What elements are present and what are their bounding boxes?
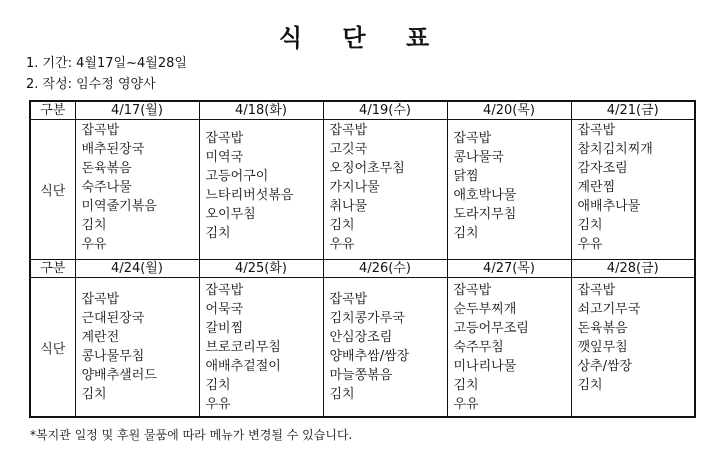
period-line: 1. 기간: 4월17일~4월28일	[26, 56, 187, 71]
menu-item: 상추/쌈장	[577, 359, 633, 374]
menu-list	[448, 278, 571, 414]
menu-item: 고등어무조림	[453, 321, 529, 336]
date-cell: 4/27(목)	[447, 260, 571, 278]
menu-item: 어묵국	[205, 302, 244, 317]
menu-list	[572, 278, 695, 395]
meal-plan-table	[29, 100, 696, 418]
week1-menu-row	[30, 120, 695, 260]
menu-item: 김치	[81, 387, 107, 402]
menu-cell	[199, 278, 323, 418]
menu-item: 잡곡밥	[81, 292, 120, 307]
menu-list	[324, 278, 447, 404]
menu-item: 숙주나물	[81, 180, 132, 195]
menu-item: 참치김치찌개	[577, 142, 653, 157]
menu-item: 콩나물국	[453, 150, 504, 165]
menu-item: 숙주무침	[453, 340, 504, 355]
menu-item: 김치	[329, 218, 355, 233]
menu-item: 우유	[453, 397, 479, 412]
menu-item: 안심장조림	[329, 330, 393, 345]
menu-item: 고깃국	[329, 142, 368, 157]
menu-list	[76, 278, 199, 404]
menu-item: 잡곡밥	[577, 283, 616, 298]
date-cell: 4/28(금)	[571, 260, 695, 278]
menu-item: 김치	[205, 226, 231, 241]
menu-item: 근대된장국	[81, 311, 145, 326]
menu-item: 오이무침	[205, 207, 256, 222]
footnote: *복지관 일정 및 후원 물품에 따라 메뉴가 변경될 수 있습니다.	[30, 428, 353, 442]
menu-item: 우유	[205, 397, 231, 412]
menu-item: 잡곡밥	[329, 123, 368, 138]
menu-item: 양배추쌈/쌈장	[329, 349, 410, 364]
menu-item: 콩나물무침	[81, 349, 145, 364]
menu-item: 미역줄기볶음	[81, 199, 157, 214]
menu-list	[76, 120, 199, 254]
date-cell: 4/17(월)	[75, 101, 199, 120]
menu-item: 돈육볶음	[81, 161, 132, 176]
menu-cell	[447, 278, 571, 418]
menu-item: 닭찜	[453, 169, 479, 184]
header-label: 구분	[30, 101, 75, 120]
menu-item: 애배추겉절이	[205, 359, 281, 374]
menu-cell	[447, 120, 571, 260]
page-title: 식 단 표	[278, 24, 446, 52]
menu-list	[200, 278, 323, 414]
menu-item: 우유	[81, 237, 107, 252]
menu-item: 미나리나물	[453, 359, 517, 374]
date-cell: 4/21(금)	[571, 101, 695, 120]
menu-cell	[199, 120, 323, 260]
date-cell: 4/24(월)	[75, 260, 199, 278]
author-line: 2. 작성: 임수정 영양사	[26, 77, 156, 92]
menu-item: 느타리버섯볶음	[205, 188, 294, 203]
menu-cell	[571, 278, 695, 418]
menu-item: 애배추나물	[577, 199, 641, 214]
menu-item: 잡곡밥	[205, 283, 244, 298]
menu-item: 배추된장국	[81, 142, 145, 157]
menu-item: 잡곡밥	[329, 292, 368, 307]
menu-item: 애호박나물	[453, 188, 517, 203]
menu-cell	[571, 120, 695, 260]
menu-item: 취나물	[329, 199, 368, 214]
menu-item: 마늘쫑볶음	[329, 368, 393, 383]
menu-item: 계란전	[81, 330, 120, 345]
menu-list	[448, 120, 571, 243]
menu-item: 잡곡밥	[577, 123, 616, 138]
menu-item: 깻잎무침	[577, 340, 628, 355]
menu-item: 가지나물	[329, 180, 380, 195]
menu-item: 김치콩가루국	[329, 311, 405, 326]
menu-cell	[323, 120, 447, 260]
menu-item: 잡곡밥	[453, 283, 492, 298]
menu-item: 오징어초무침	[329, 161, 405, 176]
week2-menu-row	[30, 278, 695, 418]
menu-item: 김치	[577, 218, 603, 233]
menu-list	[200, 120, 323, 243]
menu-item: 돈육볶음	[577, 321, 628, 336]
menu-item: 우유	[577, 237, 603, 252]
menu-item: 김치	[205, 378, 231, 393]
menu-cell	[75, 120, 199, 260]
menu-item: 감자조림	[577, 161, 628, 176]
menu-item: 고등어구이	[205, 169, 269, 184]
menu-item: 쇠고기무국	[577, 302, 641, 317]
header-label: 구분	[30, 260, 75, 278]
menu-item: 도라지무침	[453, 207, 517, 222]
date-cell: 4/19(수)	[323, 101, 447, 120]
week1-header-row	[30, 101, 695, 120]
menu-item: 순두부찌개	[453, 302, 517, 317]
menu-list	[324, 120, 447, 254]
menu-item: 브로코리무침	[205, 340, 281, 355]
menu-item: 잡곡밥	[205, 131, 244, 146]
menu-item: 우유	[329, 237, 355, 252]
menu-cell	[75, 278, 199, 418]
date-cell: 4/26(수)	[323, 260, 447, 278]
date-cell: 4/25(화)	[199, 260, 323, 278]
menu-item: 김치	[453, 378, 479, 393]
menu-list	[572, 120, 695, 254]
menu-item: 잡곡밥	[81, 123, 120, 138]
date-cell: 4/18(화)	[199, 101, 323, 120]
menu-item: 김치	[329, 387, 355, 402]
row-label: 식단	[30, 120, 75, 260]
menu-item: 잡곡밥	[453, 131, 492, 146]
menu-item: 김치	[577, 378, 603, 393]
menu-item: 계란찜	[577, 180, 616, 195]
week2-header-row	[30, 260, 695, 278]
menu-item: 갈비찜	[205, 321, 244, 336]
date-cell: 4/20(목)	[447, 101, 571, 120]
menu-item: 미역국	[205, 150, 244, 165]
menu-item: 김치	[81, 218, 107, 233]
menu-cell	[323, 278, 447, 418]
menu-item: 양배추샐러드	[81, 368, 157, 383]
menu-item: 김치	[453, 226, 479, 241]
row-label: 식단	[30, 278, 75, 418]
